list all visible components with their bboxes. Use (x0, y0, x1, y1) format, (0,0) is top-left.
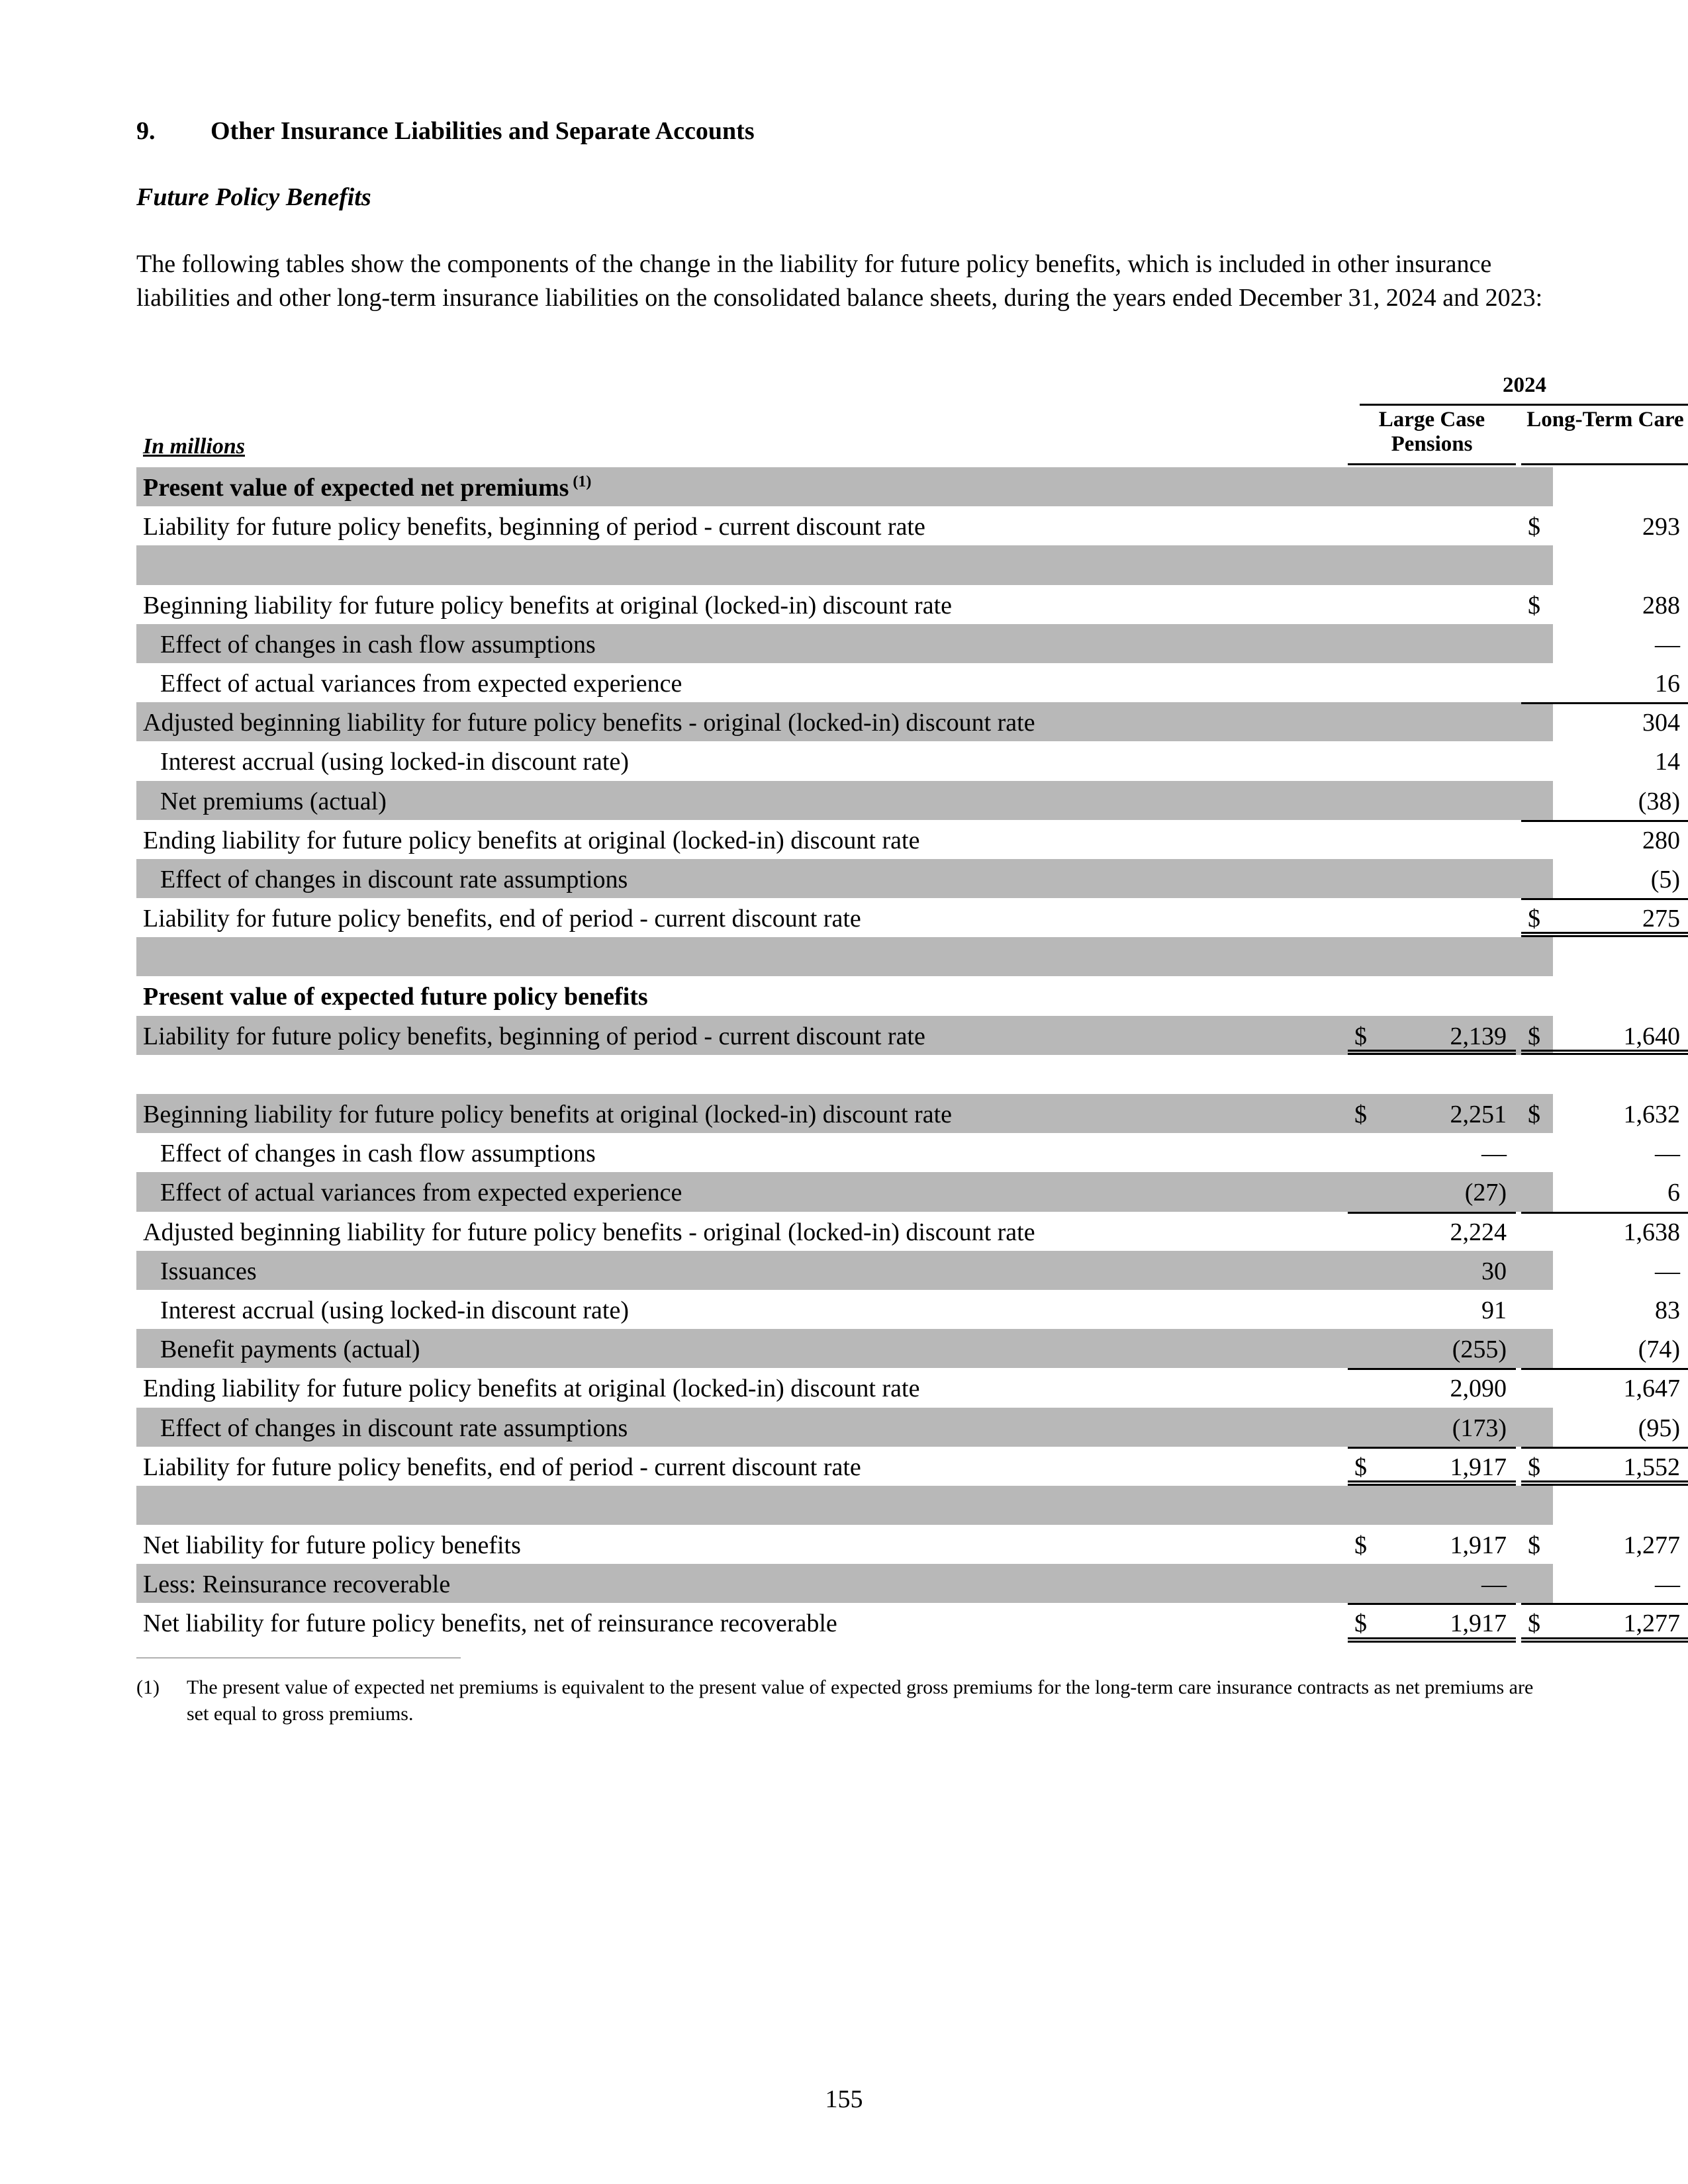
cell-value: (38) (1638, 787, 1680, 815)
cell-long-term-care (1521, 506, 1688, 545)
table-row (136, 859, 1680, 898)
cell-long-term-care (1521, 1525, 1688, 1564)
row-label (143, 1609, 837, 1638)
cell-value: 1,917 (1450, 1610, 1507, 1638)
cell-large-case-pensions (1348, 1603, 1516, 1642)
cell-long-term-care (1521, 624, 1688, 663)
row-label-text: Adjusted beginning liability for future policy benefits - original (locked-in) discount rate (143, 1218, 1035, 1246)
cell-long-term-care (1521, 702, 1688, 741)
currency-symbol: $ (1528, 1610, 1540, 1638)
table-row (136, 1212, 1680, 1251)
cell-large-case-pensions (1348, 1408, 1516, 1447)
section-heading (136, 116, 755, 146)
currency-symbol: $ (1528, 591, 1540, 619)
row-label (143, 591, 952, 620)
cell-value: — (1655, 630, 1680, 659)
cell-long-term-care (1521, 1094, 1688, 1133)
table-row (136, 1447, 1680, 1486)
table-row (136, 1016, 1680, 1055)
footnote-text: The present value of expected net premiums is equivalent to the present value of expected gross premiums for the long-term care insurance contracts as net premiums are set equal to gross premiums. (187, 1676, 1534, 1725)
table-row (136, 1172, 1680, 1211)
column-header-rule (1348, 463, 1516, 465)
table-row (136, 1525, 1680, 1564)
cell-large-case-pensions (1348, 1564, 1516, 1603)
cell-value: 2,251 (1450, 1101, 1507, 1128)
column-header-long-term-care: Long-Term Care (1526, 408, 1684, 432)
cell-value: 83 (1655, 1296, 1680, 1324)
row-label (143, 982, 648, 1011)
cell-long-term-care (1521, 1016, 1688, 1055)
cell-value: 2,090 (1450, 1375, 1507, 1403)
cell-large-case-pensions (1348, 1329, 1516, 1368)
row-label-text: Net liability for future policy benefits (143, 1531, 521, 1560)
table-row (136, 1329, 1680, 1368)
currency-symbol: $ (1528, 1101, 1540, 1128)
row-label (160, 1335, 420, 1364)
cell-value: 14 (1655, 748, 1680, 776)
row-label (143, 1570, 450, 1599)
cell-value: 1,277 (1623, 1610, 1680, 1638)
table-row (136, 1564, 1680, 1603)
cell-large-case-pensions (1348, 1290, 1516, 1329)
cell-value: 1,632 (1623, 1101, 1680, 1128)
currency-symbol: $ (1528, 513, 1540, 541)
cell-value: — (1481, 1140, 1507, 1168)
cell-value: — (1655, 1570, 1680, 1599)
currency-symbol: $ (1354, 1531, 1367, 1560)
cell-long-term-care (1521, 820, 1688, 859)
row-label (143, 826, 919, 855)
currency-symbol: $ (1354, 1453, 1367, 1481)
cell-long-term-care (1521, 1564, 1688, 1603)
row-label-text: Effect of actual variances from expected experience (160, 669, 682, 698)
row-label (160, 787, 387, 816)
cell-value: — (1655, 1140, 1680, 1168)
row-label-text: Effect of changes in cash flow assumptions (160, 630, 596, 659)
row-label (160, 1296, 629, 1325)
cell-value: 293 (1642, 513, 1680, 541)
cell-value: 1,647 (1623, 1375, 1680, 1403)
cell-value: 2,139 (1450, 1022, 1507, 1050)
cell-value: 1,640 (1623, 1022, 1680, 1050)
cell-value: (255) (1452, 1336, 1507, 1364)
footnote-mark: (1) (136, 1676, 160, 1698)
cell-long-term-care (1521, 663, 1688, 702)
cell-value: 280 (1642, 826, 1680, 854)
cell-value: 1,917 (1450, 1531, 1507, 1560)
cell-long-term-care (1521, 1290, 1688, 1329)
section-title: Other Insurance Liabilities and Separate Accounts (211, 117, 755, 145)
cell-value: (95) (1638, 1414, 1680, 1442)
cell-value: (74) (1638, 1336, 1680, 1364)
cell-value: 16 (1655, 669, 1680, 698)
row-label-text: Issuances (160, 1257, 257, 1285)
row-label (160, 669, 682, 698)
cell-large-case-pensions (1348, 1525, 1516, 1564)
row-label (160, 1257, 257, 1286)
year-header-rule (1360, 404, 1688, 406)
row-label (143, 512, 925, 541)
row-label-text: Adjusted beginning liability for future policy benefits - original (locked-in) discount rate (143, 709, 1035, 737)
table-body (136, 467, 1680, 1643)
future-policy-benefits-table (136, 371, 1684, 1643)
cell-large-case-pensions (1348, 1251, 1516, 1290)
table-row (136, 506, 1680, 545)
row-label-text: Ending liability for future policy benefits at original (locked-in) discount rate (143, 826, 920, 854)
table-row (136, 898, 1680, 937)
cell-large-case-pensions (1348, 1016, 1516, 1055)
table-row (136, 585, 1680, 624)
row-label (143, 1022, 925, 1051)
cell-value: 1,917 (1450, 1453, 1507, 1481)
cell-value: 2,224 (1450, 1218, 1507, 1246)
row-label-text: Beginning liability for future policy benefits at original (locked-in) discount rate (143, 1101, 952, 1128)
row-label-text: Ending liability for future policy benefits at original (locked-in) discount rate (143, 1375, 920, 1403)
table-row (136, 1408, 1680, 1447)
row-label (143, 1531, 521, 1560)
cell-large-case-pensions (1348, 1172, 1516, 1211)
cell-large-case-pensions (1348, 1368, 1516, 1407)
units-label: In millions (143, 434, 246, 459)
table-row (136, 663, 1680, 702)
currency-symbol: $ (1354, 1101, 1367, 1128)
cell-long-term-care (1521, 1329, 1688, 1368)
row-label-text: Benefit payments (actual) (160, 1336, 420, 1364)
row-label-text: Less: Reinsurance recoverable (143, 1570, 451, 1599)
cell-long-term-care (1521, 585, 1688, 624)
table-row (136, 976, 1553, 1015)
table-row (136, 1094, 1680, 1133)
cell-value: (5) (1650, 865, 1680, 893)
row-label (160, 1139, 596, 1168)
column-header-large-case-pensions: Large Case Pensions (1378, 408, 1485, 456)
cell-long-term-care (1521, 741, 1688, 780)
row-label (143, 1100, 952, 1129)
cell-value: (173) (1452, 1414, 1507, 1442)
table-row (136, 545, 1553, 584)
footnote-rule (136, 1657, 461, 1659)
column-header-rule (1521, 463, 1688, 465)
cell-value: 275 (1642, 905, 1680, 933)
cell-value: 91 (1481, 1296, 1507, 1324)
row-label-text: Net liability for future policy benefits, net of reinsurance recoverable (143, 1610, 837, 1638)
row-label (160, 747, 629, 776)
row-label-text: Liability for future policy benefits, beginning of period - current discount rate (143, 1022, 925, 1050)
row-label-text: Interest accrual (using locked-in discount rate) (160, 1296, 629, 1324)
currency-symbol: $ (1528, 905, 1540, 933)
currency-symbol: $ (1354, 1610, 1367, 1638)
table-row (136, 1368, 1680, 1407)
cell-long-term-care (1521, 1603, 1688, 1642)
table-row (136, 1133, 1680, 1172)
row-label (160, 865, 628, 894)
year-header: 2024 (1503, 373, 1546, 397)
cell-value: — (1481, 1570, 1507, 1599)
row-label-text: Present value of expected future policy benefits (143, 983, 648, 1011)
cell-long-term-care (1521, 1251, 1688, 1290)
row-label-text: Effect of changes in discount rate assumptions (160, 865, 628, 893)
cell-value: (27) (1464, 1179, 1507, 1207)
currency-symbol: $ (1354, 1022, 1367, 1050)
page-number: 155 (825, 2085, 863, 2113)
row-label-text: Present value of expected net premiums (143, 474, 569, 502)
row-label (160, 1414, 628, 1443)
table-row (136, 1486, 1553, 1525)
currency-symbol: $ (1528, 1022, 1540, 1050)
cell-value: 304 (1642, 709, 1680, 737)
cell-value: 288 (1642, 591, 1680, 619)
row-label (143, 904, 861, 933)
cell-large-case-pensions (1348, 1212, 1516, 1251)
row-label (143, 473, 591, 502)
subsection-title: Future Policy Benefits (136, 183, 371, 211)
cell-large-case-pensions (1348, 1447, 1516, 1486)
cell-long-term-care (1521, 898, 1688, 937)
row-label (160, 1178, 682, 1207)
row-label-text: Liability for future policy benefits, end of period - current discount rate (143, 905, 861, 933)
cell-value: — (1655, 1257, 1680, 1285)
currency-symbol: $ (1528, 1453, 1540, 1481)
table-row (136, 741, 1680, 780)
table-row (136, 781, 1680, 820)
cell-long-term-care (1521, 1447, 1688, 1486)
row-label-text: Interest accrual (using locked-in discount rate) (160, 748, 629, 776)
cell-long-term-care (1521, 859, 1688, 898)
row-label-text: Effect of changes in cash flow assumptions (160, 1140, 596, 1168)
cell-large-case-pensions (1348, 1094, 1516, 1133)
row-label-text: Liability for future policy benefits, end of period - current discount rate (143, 1453, 861, 1481)
cell-long-term-care (1521, 1133, 1688, 1172)
footnote-reference: (1) (573, 473, 592, 490)
cell-long-term-care (1521, 1212, 1688, 1251)
table-row (136, 1290, 1680, 1329)
cell-long-term-care (1521, 1408, 1688, 1447)
cell-value: 1,638 (1623, 1218, 1680, 1246)
table-row (136, 467, 1553, 506)
cell-long-term-care (1521, 1368, 1688, 1407)
row-label (143, 1453, 861, 1482)
intro-paragraph: The following tables show the components of the change in the liability for future policy benefits, which is included in other insurance liabilities and other long-term insurance liabilities on the consolidated balance sheets, during the years ended December 31, 2024 and 2023: (136, 250, 1543, 312)
row-label-text: Liability for future policy benefits, beginning of period - current discount rate (143, 513, 925, 541)
cell-value: 1,552 (1623, 1453, 1680, 1481)
table-row (136, 702, 1680, 741)
currency-symbol: $ (1528, 1531, 1540, 1560)
table-row (136, 1251, 1680, 1290)
row-label (143, 708, 1035, 737)
table-row (136, 1055, 1553, 1094)
cell-long-term-care (1521, 781, 1688, 820)
cell-large-case-pensions (1348, 1133, 1516, 1172)
row-label-text: Net premiums (actual) (160, 787, 387, 815)
cell-value: 6 (1667, 1179, 1680, 1207)
table-row (136, 1603, 1680, 1642)
row-label (160, 630, 596, 659)
section-number: 9. (136, 117, 156, 145)
table-header (136, 371, 1684, 467)
cell-value: 1,277 (1623, 1531, 1680, 1560)
cell-long-term-care (1521, 1172, 1688, 1211)
row-label (143, 1218, 1035, 1247)
table-row (136, 820, 1680, 859)
table-row (136, 624, 1680, 663)
cell-value: 30 (1481, 1257, 1507, 1285)
footnote (136, 1674, 1553, 1727)
row-label (143, 1374, 919, 1403)
row-label-text: Effect of changes in discount rate assumptions (160, 1414, 628, 1442)
table-row (136, 937, 1553, 976)
row-label-text: Effect of actual variances from expected experience (160, 1179, 682, 1207)
row-label-text: Beginning liability for future policy benefits at original (locked-in) discount rate (143, 591, 952, 619)
